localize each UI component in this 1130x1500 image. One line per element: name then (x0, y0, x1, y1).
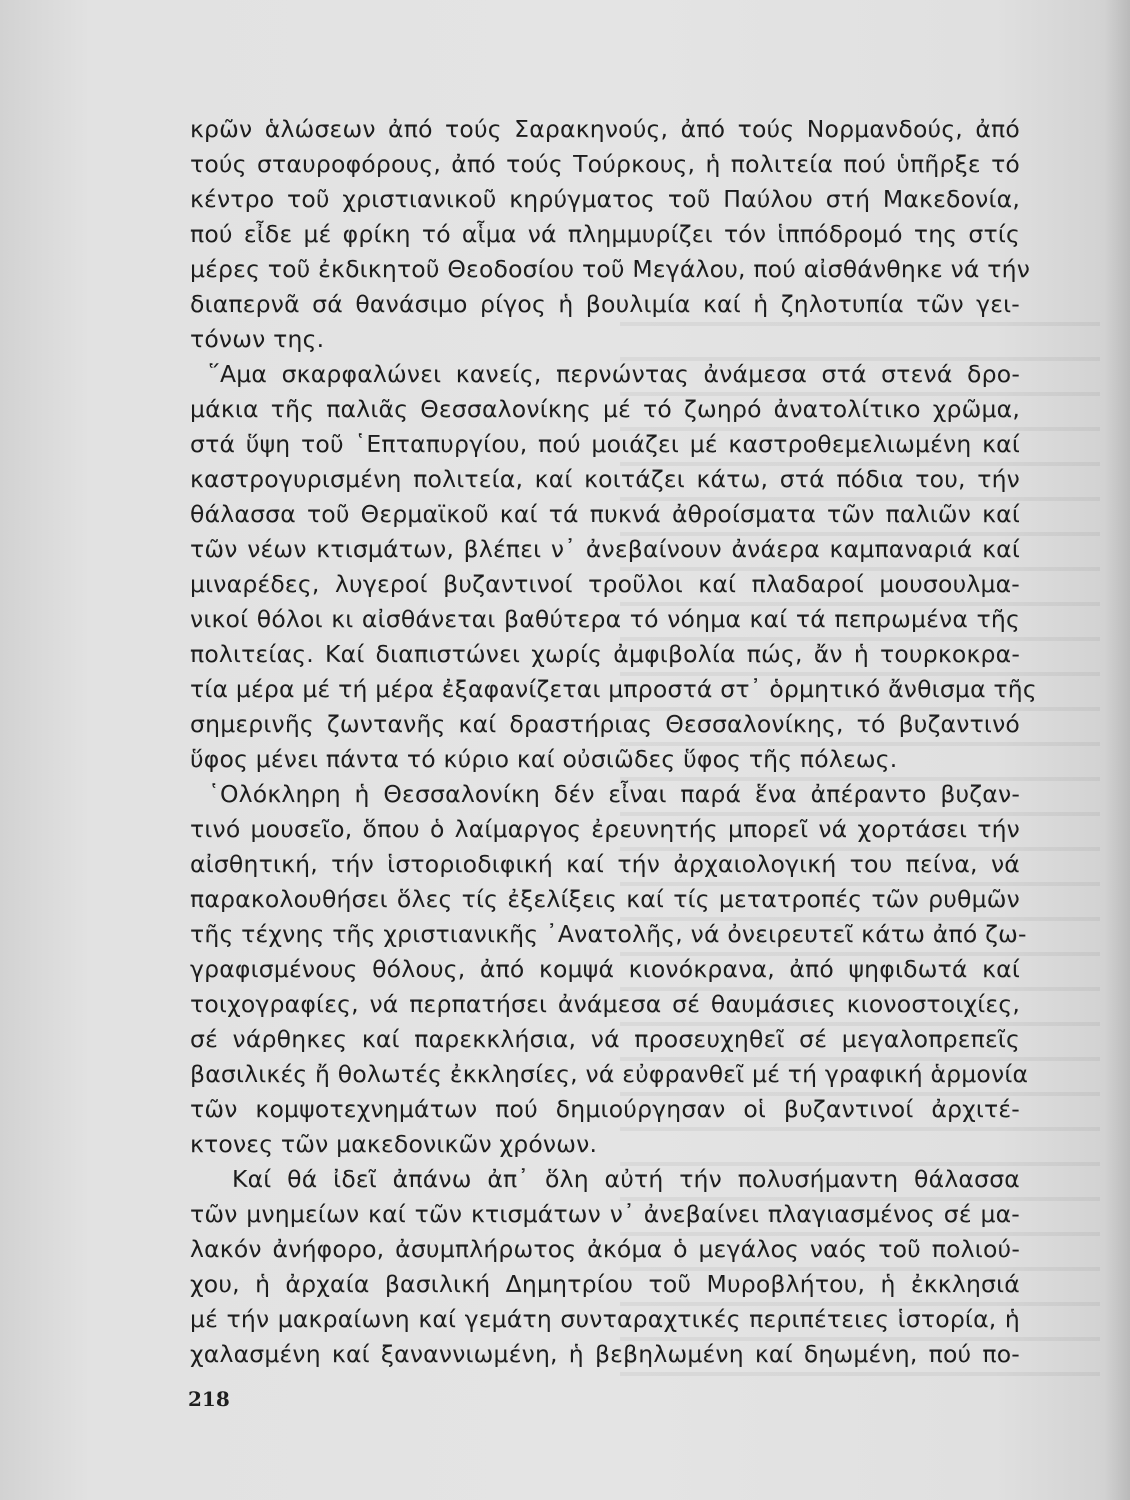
text-line: ὕφος μένει πάντα τό κύριο καί οὐσιῶδες ὕφος τῆς πόλεως. (190, 745, 898, 773)
text-line: παρακολουθήσει ὅλες τίς ἐξελίξεις καί τίς μετατροπές τῶν ρυθμῶν (190, 885, 1020, 913)
text-line: χου, ἡ ἀρχαία βασιλική Δημητρίου τοῦ Μυροβλήτου, ἡ ἐκκλησιά (190, 1270, 1020, 1298)
text-line: τούς σταυροφόρους, ἀπό τούς Τούρκους, ἡ πολιτεία πού ὑπῆρξε τό (190, 150, 1020, 178)
text-line: μιναρέδες, λυγεροί βυζαντινοί τροῦλοι καί πλαδαροί μουσουλμα- (190, 570, 1020, 598)
text-line: ῞Αμα σκαρφαλώνει κανείς, περνώντας ἀνάμεσα στά στενά δρο- (208, 360, 1020, 388)
text-line: τία μέρα μέ τή μέρα ἐξαφανίζεται μπροστά στ᾿ ὁρμητικό ἄνθισμα τῆς (190, 675, 1037, 703)
page-number: 218 (188, 1387, 230, 1411)
text-line: θάλασσα τοῦ Θερμαϊκοῦ καί τά πυκνά ἀθροίσματα τῶν παλιῶν καί (190, 500, 1020, 528)
text-line: μέ τήν μακραίωνη καί γεμάτη συνταραχτικές περιπέτειες ἱστορία, ἡ (190, 1305, 1020, 1333)
text-line: μέρες τοῦ ἐκδικητοῦ Θεοδοσίου τοῦ Μεγάλου, πού αἰσθάνθηκε νά τήν (190, 255, 1031, 283)
body-text (190, 112, 1037, 1372)
text-line: ῾Ολόκληρη ἡ Θεσσαλονίκη δέν εἶναι παρά ἕνα ἀπέραντο βυζαν- (208, 780, 1020, 808)
text-line: γραφισμένους θόλους, ἀπό κομψά κιονόκρανα, ἀπό ψηφιδωτά καί (190, 955, 1020, 983)
text-line: Καί θά ἰδεῖ ἀπάνω ἀπ᾿ ὅλη αὐτή τήν πολυσήμαντη θάλασσα (232, 1165, 1020, 1193)
text-line: τοιχογραφίες, νά περπατήσει ἀνάμεσα σέ θαυμάσιες κιονοστοιχίες, (190, 990, 1020, 1018)
text-line: τῶν νέων κτισμάτων, βλέπει ν᾿ ἀνεβαίνουν ἀνάερα καμπαναριά καί (190, 535, 1020, 563)
text-line: διαπερνᾶ σά θανάσιμο ρίγος ἡ βουλιμία καί ἡ ζηλοτυπία τῶν γει- (190, 290, 1020, 318)
text-line: καστρογυρισμένη πολιτεία, καί κοιτάζει κάτω, στά πόδια του, τήν (190, 465, 1020, 493)
text-line: τῆς τέχνης τῆς χριστιανικῆς ᾿Ανατολῆς, νά ὀνειρευτεῖ κάτω ἀπό ζω- (190, 920, 1027, 948)
text-line: στά ὕψη τοῦ ῾Επταπυργίου, πού μοιάζει μέ καστροθεμελιωμένη καί (190, 430, 1020, 458)
text-line: τινό μουσεῖο, ὅπου ὁ λαίμαργος ἐρευνητής μπορεῖ νά χορτάσει τήν (190, 815, 1020, 843)
text-line: σημερινῆς ζωντανῆς καί δραστήριας Θεσσαλονίκης, τό βυζαντινό (190, 710, 1020, 738)
text-line: τόνων της. (190, 325, 325, 353)
text-line: πολιτείας. Καί διαπιστώνει χωρίς ἀμφιβολία πώς, ἄν ἡ τουρκοκρα- (190, 640, 1020, 668)
text-line: σέ νάρθηκες καί παρεκκλήσια, νά προσευχηθεῖ σέ μεγαλοπρεπεῖς (190, 1025, 1020, 1053)
text-line: χαλασμένη καί ξαναννιωμένη, ἡ βεβηλωμένη καί δηωμένη, πού πο- (190, 1340, 1020, 1368)
text-line: αἰσθητική, τήν ἱστοριοδιφική καί τήν ἀρχαιολογική του πείνα, νά (190, 850, 1020, 878)
text-line: νικοί θόλοι κι αἰσθάνεται βαθύτερα τό νόημα καί τά πεπρωμένα τῆς (190, 605, 1020, 633)
text-line: κρῶν ἁλώσεων ἀπό τούς Σαρακηνούς, ἀπό τούς Νορμανδούς, ἀπό (190, 115, 1020, 143)
text-line: τῶν μνημείων καί τῶν κτισμάτων ν᾿ ἀνεβαίνει πλαγιασμένος σέ μα- (190, 1200, 1020, 1228)
text-line: λακόν ἀνήφορο, ἀσυμπλήρωτος ἀκόμα ὁ μεγάλος ναός τοῦ πολιού- (190, 1235, 1020, 1263)
text-line: κέντρο τοῦ χριστιανικοῦ κηρύγματος τοῦ Παύλου στή Μακεδονία, (190, 185, 1020, 213)
text-line: βασιλικές ἤ θολωτές ἐκκλησίες, νά εὐφρανθεῖ μέ τή γραφική ἁρμονία (190, 1060, 1029, 1088)
text-line: κτονες τῶν μακεδονικῶν χρόνων. (190, 1130, 598, 1158)
page-edge-shadow (1104, 0, 1130, 1500)
text-line: τῶν κομψοτεχνημάτων πού δημιούργησαν οἱ βυζαντινοί ἀρχιτέ- (190, 1095, 1020, 1123)
text-line: μάκια τῆς παλιᾶς Θεσσαλονίκης μέ τό ζωηρό ἀνατολίτικο χρῶμα, (190, 395, 1020, 423)
text-line: πού εἶδε μέ φρίκη τό αἷμα νά πλημμυρίζει τόν ἱππόδρομό της στίς (190, 220, 1020, 248)
